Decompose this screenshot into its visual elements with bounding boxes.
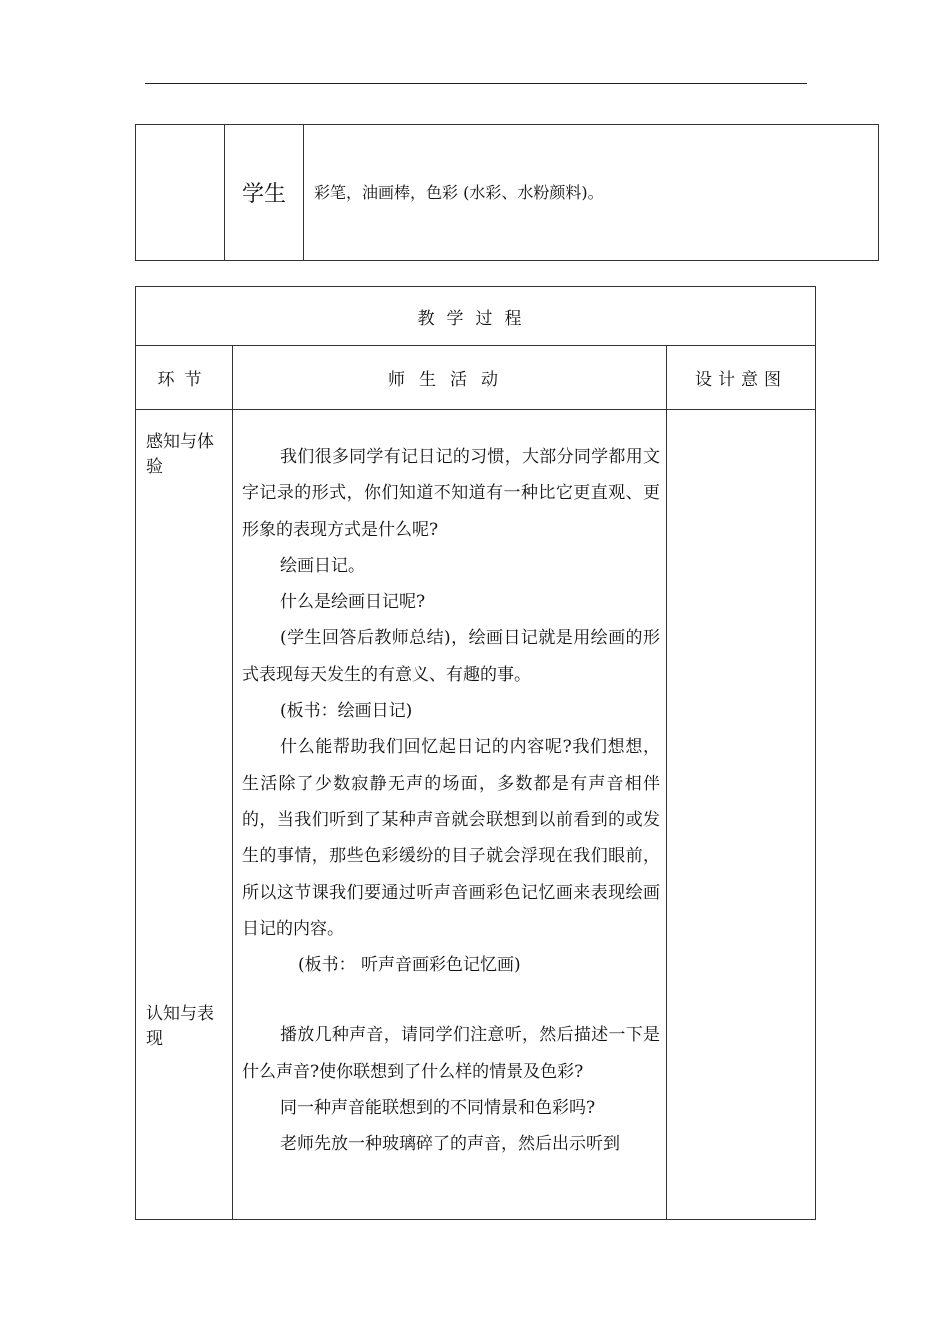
paragraph: 什么是绘画日记呢? — [280, 592, 426, 613]
header-stage: 环节 — [157, 369, 212, 390]
materials-text: 彩笔，油画棒，色彩 (水彩、水粉颜料)。 — [314, 183, 604, 202]
paragraph: (学生回答后教师总结)，绘画日记就是用绘画的形式表现每天发生的有意义、有趣的事。 — [242, 628, 660, 685]
stage-label: 认知与表现 — [146, 1004, 214, 1049]
paragraph: (板书： 听声音画彩色记忆画) — [298, 955, 521, 976]
header-activity: 师生活动 — [388, 369, 512, 390]
header-intent: 设计意图 — [695, 369, 787, 390]
stage-label: 感知与体验 — [146, 432, 214, 477]
column-divider — [666, 345, 667, 1219]
paragraph: 什么能帮助我们回忆起日记的内容呢?我们想想，生活除了少数寂静无声的场面，多数都是有声音相伴的，当我们听到了某种声音就会联想到以前看到的或发生的事情，那些色彩缓纷的目子就会浮现在我们眼前，所以这节课我们要通过听声音画彩色记忆画来表现绘画日记的内容。 — [242, 737, 660, 939]
table-title: 教学过程 — [136, 287, 815, 346]
materials-table — [135, 124, 879, 261]
materials-empty-cell — [136, 125, 225, 260]
header-row — [136, 345, 815, 410]
column-divider — [232, 345, 233, 1219]
role-label: 学生 — [225, 125, 304, 260]
header-rule — [145, 83, 807, 84]
teaching-process-table — [135, 286, 816, 1220]
activity-content — [242, 439, 660, 1163]
paragraph: 绘画日记。 — [280, 555, 365, 576]
paragraph: 我们很多同学有记日记的习惯，大部分同学都用文字记录的形式，你们知道不知道有一种比它更直观、更形象的表现方式是什么呢? — [242, 447, 660, 540]
paragraph: 播放几种声音，请同学们注意听，然后描述一下是什么声音?使你联想到了什么样的情景及色彩? — [242, 1025, 660, 1082]
paragraph: 老师先放一种玻璃碎了的声音，然后出示听到 — [280, 1134, 620, 1155]
paragraph: 同一种声音能联想到的不同情景和色彩吗? — [280, 1098, 596, 1119]
paragraph: (板书：绘画日记) — [280, 701, 413, 722]
